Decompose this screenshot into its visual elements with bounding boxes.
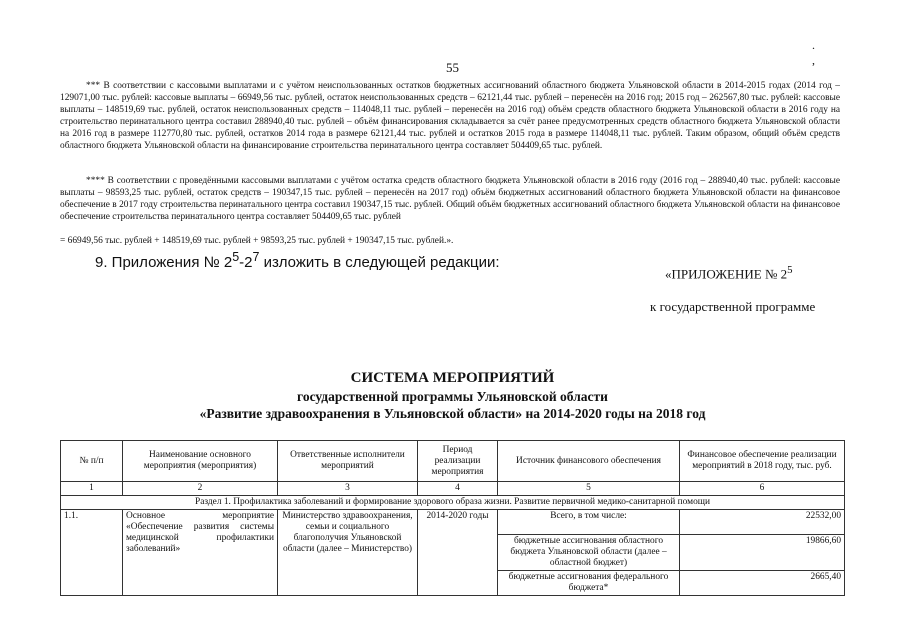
page-number: 55 (446, 60, 459, 75)
header-cell: Источник финансового обеспечения (498, 441, 680, 482)
item-9-mid: -2 (239, 254, 253, 271)
section-row (61, 496, 845, 510)
document-subtitle-1: государственной программы Ульяновской области (297, 389, 608, 404)
footnote-3-text: *** В соответствии с кассовыми выплатами и с учётом неиспользованных остатков бюджетных ассигнований областного бюджета Ульяновской области в 2014-2015 годах (2014 год – 129071,00 тыс. рублей: кассовые выплаты – 66949,56 тыс. рублей, остаток неиспользованных средств – 62121,44 тыс. рублей – перенесён на 2016 год; 2015 год – 262567,80 тыс. рублей: кассовые выплаты – 148519,69 тыс. рублей, остаток неиспользованных средств – 114048,11 тыс. рублей – перенесён на 2016 год) объём средств областного бюджета Ульяновской области в 2016 году на строительство перинатального центра составил 288940,40 тыс. рублей – объём финансирования складывается за счёт ранее предусмотренных средств областного бюджета Ульяновской области на 2016 год в размере 112770,80 тыс. рублей, остатков 2014 года в размере 62121,44 тыс. рублей и остатков 2015 года в размере 114048,11 тыс. рублей. Таким образом, общий объём средств областного бюджета Ульяновской области на финансирование строительства перинатального центра составляет 504409,65 тыс. рублей. (60, 81, 840, 151)
appendix-label-text: «ПРИЛОЖЕНИЕ № 2 (665, 266, 788, 282)
document-subtitle-2: «Развитие здравоохранения в Ульяновской области» на 2014-2020 годы на 2018 год (199, 406, 706, 421)
header-cell: № п/п (61, 441, 123, 482)
appendix-label (665, 264, 793, 282)
footnote-4-end: = 66949,56 тыс. рублей + 148519,69 тыс. рублей + 98593,25 тыс. рублей + 190347,15 тыс. рублей.». (60, 236, 454, 246)
header-cell: Наименование основного мероприятия (мероприятия) (123, 441, 278, 482)
header-cell: Период реализации мероприятия (418, 441, 498, 482)
column-number: 1 (61, 482, 123, 496)
funding-source: бюджетные ассигнования федерального бюджета* (498, 571, 680, 596)
header-cell: Ответственные исполнители мероприятий (278, 441, 418, 482)
measure-name: Основное мероприятие «Обеспечение развития системы медицинской профилактики заболеваний» (123, 510, 278, 596)
responsible-executor: Министерство здравоохранения, семьи и социального благополучия Ульяновской области (далее – Министерство) (278, 510, 418, 596)
item-9-prefix: 9. Приложения № 2 (95, 254, 233, 271)
column-number-row (61, 482, 845, 496)
footnote-4 (60, 175, 840, 223)
column-number: 3 (278, 482, 418, 496)
footnote-3 (60, 80, 840, 152)
corner-marks: . , (812, 38, 849, 67)
implementation-period: 2014-2020 годы (418, 510, 498, 596)
funding-source: Всего, в том числе: (498, 510, 680, 535)
item-9-sup1: 5 (232, 250, 240, 264)
item-9-heading (95, 250, 500, 271)
measures-table (60, 440, 845, 596)
item-9-sup2: 7 (252, 250, 260, 264)
item-9-suffix: изложить в следующей редакции: (259, 254, 500, 271)
funding-amount: 22532,00 (680, 510, 845, 535)
column-number: 2 (123, 482, 278, 496)
funding-amount: 2665,40 (680, 571, 845, 596)
header-cell: Финансовое обеспечение реализации мероприятий в 2018 году, тыс. руб. (680, 441, 845, 482)
footnote-4-text: **** В соответствии с проведёнными кассовыми выплатами с учётом остатка средств областного бюджета Ульяновской области в 2016 году (2016 год – 288940,40 тыс. рублей: кассовые выплаты – 98593,25 тыс. рублей, остаток средств – 190347,15 тыс. рублей – перенесён на 2017 год) объём бюджетных ассигнований областного бюджета Ульяновской области на финансовое обеспечение в 2017 году строительства перинатального центра составил 190347,15 тыс. рублей. Общий объём бюджетных ассигнований областного бюджета Ульяновской области на финансовое обеспечение строительства перинатального центра составляет 504409,65 тыс. рублей (60, 176, 840, 222)
appendix-subtitle: к государственной программе (650, 299, 816, 314)
table-row (61, 510, 845, 535)
row-number: 1.1. (61, 510, 123, 596)
document-title: СИСТЕМА МЕРОПРИЯТИЙ (350, 370, 555, 386)
funding-source: бюджетные ассигнования областного бюджета Ульяновской области (далее – областной бюджет) (498, 535, 680, 571)
column-number: 5 (498, 482, 680, 496)
column-number: 6 (680, 482, 845, 496)
section-heading: Раздел 1. Профилактика заболеваний и формирование здорового образа жизни. Развитие первичной медико-санитарной помощи (61, 496, 845, 510)
funding-amount: 19866,60 (680, 535, 845, 571)
appendix-label-sup: 5 (787, 264, 793, 276)
column-number: 4 (418, 482, 498, 496)
table-header-row (61, 441, 845, 482)
